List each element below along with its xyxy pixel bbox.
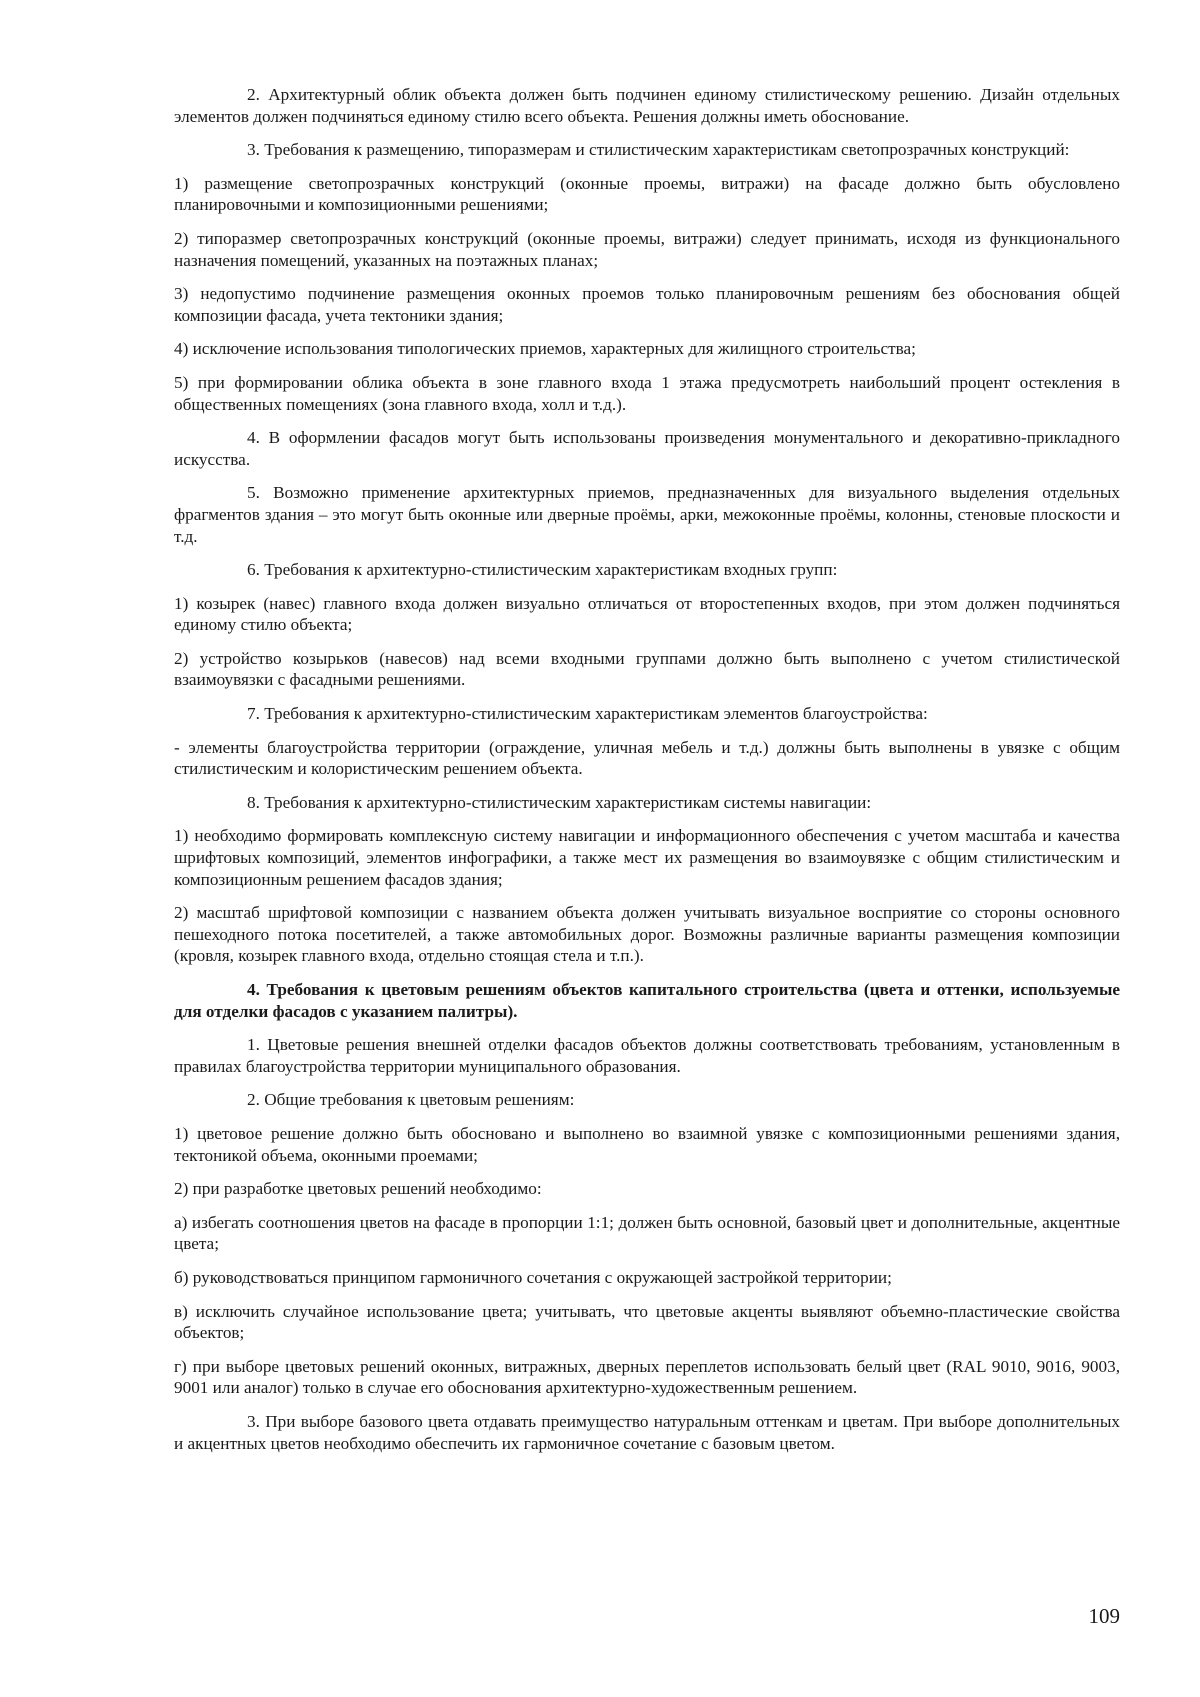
- paragraph: 3. Требования к размещению, типоразмерам и стилистическим характеристикам светопрозрачных конструкций:: [247, 140, 1070, 160]
- paragraph: 3. При выборе базового цвета отдавать преимущество натуральным оттенкам и цветам. При выборе дополнительных и акцентных цветов необходимо обеспечить их гармоничное сочетание с базовым цветом.: [174, 1411, 1120, 1453]
- paragraph: 2) масштаб шрифтовой композиции с названием объекта должен учитывать визуальное восприятие со стороны основного пешеходного потока посетителей, а также автомобильных дорог. Возможны различные варианты размещения композиции (кровля, козырек главного входа, отдельно стоящая стела и т.п.).: [174, 903, 1120, 966]
- paragraph: 2) типоразмер светопрозрачных конструкций (оконные проемы, витражи) следует принимать, исходя из функционального назначения помещений, указанных на поэтажных планах;: [174, 228, 1120, 270]
- paragraph: а) избегать соотношения цветов на фасаде в пропорции 1:1; должен быть основной, базовый цвет и дополнительные, акцентные цвета;: [174, 1212, 1120, 1254]
- section-heading: 4. Требования к цветовым решениям объектов капитального строительства (цвета и оттенки, используемые для отделки фасадов с указанием палитры).: [174, 980, 1120, 1021]
- page-number: 109: [1088, 1604, 1120, 1628]
- paragraph: 8. Требования к архитектурно-стилистическим характеристикам системы навигации:: [247, 792, 872, 812]
- paragraph: 1) необходимо формировать комплексную систему навигации и информационного обеспечения с учетом масштаба и качества шрифтовых композиций, элементов инфографики, а также мест их размещения во взаимоувязке с общим стилистическим и композиционным решением фасадов здания;: [174, 826, 1120, 889]
- paragraph: 1) цветовое решение должно быть обосновано и выполнено во взаимной увязке с композиционными решениями здания, тектоникой объема, оконными проемами;: [174, 1123, 1120, 1165]
- paragraph: 4. В оформлении фасадов могут быть использованы произведения монументального и декоративно-прикладного искусства.: [174, 428, 1120, 469]
- paragraph: 3) недопустимо подчинение размещения оконных проемов только планировочным решениям без обоснования общей композиции фасада, учета тектоники здания;: [174, 284, 1120, 325]
- paragraph: 2) устройство козырьков (навесов) над всеми входными группами должно быть выполнено с учетом стилистической взаимоувязки с фасадными решениями.: [174, 648, 1120, 690]
- paragraph: 2. Общие требования к цветовым решениям:: [247, 1090, 575, 1110]
- paragraph: 5) при формировании облика объекта в зоне главного входа 1 этажа предусмотреть наибольший процент остекления в общественных помещениях (зона главного входа, холл и т.д.).: [174, 372, 1120, 414]
- paragraph: 2. Архитектурный облик объекта должен быть подчинен единому стилистическому решению. Дизайн отдельных элементов должен подчиняться единому стилю всего объекта. Решения должны иметь обоснование.: [174, 85, 1120, 126]
- paragraph: 1. Цветовые решения внешней отделки фасадов объектов должны соответствовать требованиям, установленным в правилах благоустройства территории муниципального образования.: [174, 1035, 1120, 1076]
- paragraph: 6. Требования к архитектурно-стилистическим характеристикам входных групп:: [247, 560, 838, 580]
- paragraph: 7. Требования к архитектурно-стилистическим характеристикам элементов благоустройства:: [247, 704, 928, 724]
- paragraph: 1) размещение светопрозрачных конструкций (оконные проемы, витражи) на фасаде должно быть обусловлено планировочными и композиционными решениями;: [174, 173, 1120, 215]
- document-body: [174, 84, 1120, 1466]
- paragraph: 5. Возможно применение архитектурных приемов, предназначенных для визуального выделения отдельных фрагментов здания – это могут быть оконные или дверные проёмы, арки, межоконные проёмы, колонны, стеновые плоскости и т.д.: [174, 483, 1120, 546]
- paragraph: г) при выборе цветовых решений оконных, витражных, дверных переплетов использовать белый цвет (RAL 9010, 9016, 9003, 9001 или аналог) только в случае его обоснования архитектурно-художественным решением.: [174, 1356, 1120, 1398]
- paragraph: б) руководствоваться принципом гармоничного сочетания с окружающей застройкой территории;: [174, 1267, 892, 1287]
- paragraph: - элементы благоустройства территории (ограждение, уличная мебель и т.д.) должны быть выполнены в увязке с общим стилистическим и колористическим решением объекта.: [174, 737, 1120, 779]
- paragraph: в) исключить случайное использование цвета; учитывать, что цветовые акценты выявляют объемно-пластические свойства объектов;: [174, 1301, 1120, 1343]
- paragraph: 2) при разработке цветовых решений необходимо:: [174, 1179, 542, 1199]
- paragraph: 1) козырек (навес) главного входа должен визуально отличаться от второстепенных входов, при этом должен подчиняться единому стилю объекта;: [174, 593, 1120, 635]
- paragraph: 4) исключение использования типологических приемов, характерных для жилищного строительства;: [174, 339, 916, 359]
